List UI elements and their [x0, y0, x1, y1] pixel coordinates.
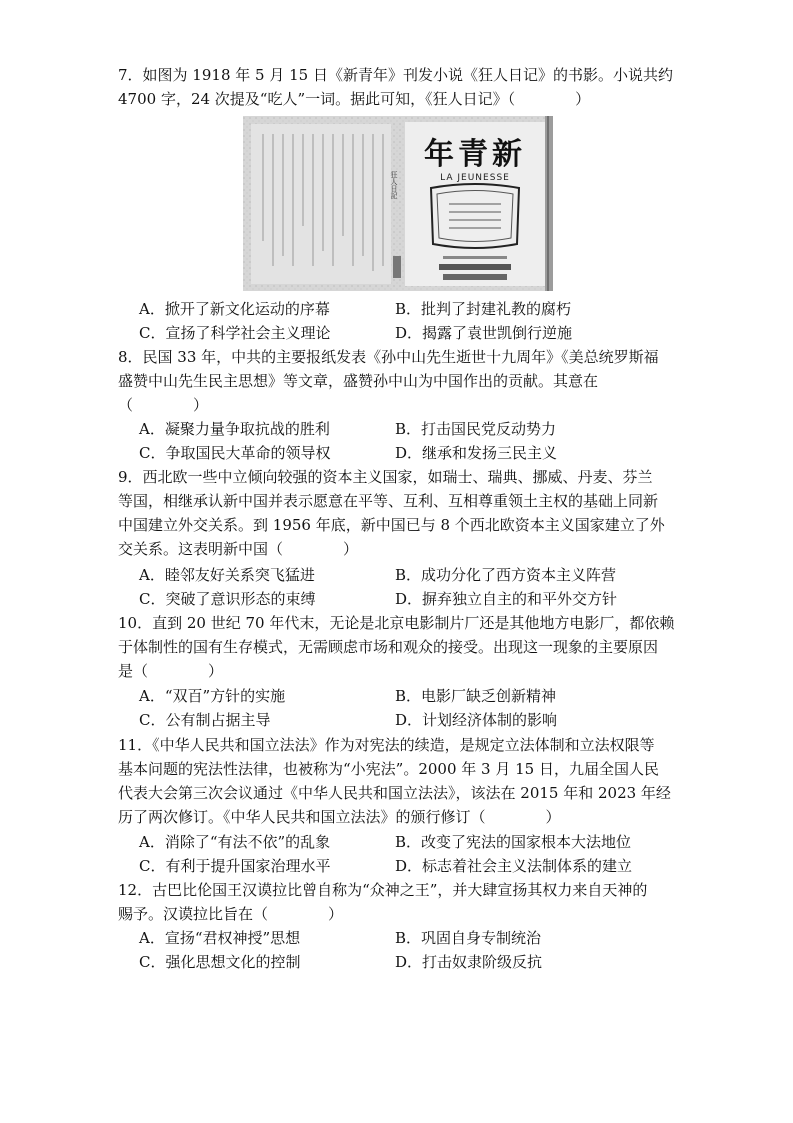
option-a[interactable]: A．掀开了新文化运动的序幕: [139, 300, 330, 318]
option-d[interactable]: D．揭露了袁世凯倒行逆施: [395, 324, 573, 342]
question-line: 10．直到 20 世纪 70 年代末，无论是北京电影制片厂还是其他地方电影厂，都依赖: [118, 614, 675, 632]
option-b[interactable]: B．成功分化了西方资本主义阵营: [395, 566, 617, 584]
question-line: 11．《中华人民共和国立法法》作为对宪法的续造，是规定立法体制和立法权限等: [118, 736, 655, 754]
option-c[interactable]: C．争取国民大革命的领导权: [139, 444, 331, 462]
option-b[interactable]: B．改变了宪法的国家根本大法地位: [395, 833, 632, 851]
question-line: 交关系。这表明新中国（ ）: [118, 540, 359, 558]
question-line: 是（ ）: [118, 662, 224, 680]
question-line: 等国，相继承认新中国并表示愿意在平等、互利、互相尊重领土主权的基础上同新: [118, 492, 659, 510]
option-d[interactable]: D．计划经济体制的影响: [395, 711, 558, 729]
option-a[interactable]: A．凝聚力量争取抗战的胜利: [139, 420, 330, 438]
option-d[interactable]: D．打击奴隶阶级反抗: [395, 953, 543, 971]
question-11: [118, 733, 678, 829]
question-line: 12．古巴比伦国王汉谟拉比曾自称为“众神之王”，并大肆宣扬其权力来自天神的: [118, 881, 648, 899]
question-line: 历了两次修订。《中华人民共和国立法法》的颁行修订（ ）: [118, 808, 561, 826]
option-c[interactable]: C．宣扬了科学社会主义理论: [139, 324, 331, 342]
question-12: [118, 878, 678, 926]
question-line: 9．西北欧一些中立倾向较强的资本主义国家，如瑞士、瑞典、挪威、丹麦、芬兰: [118, 468, 653, 486]
question-line: 赐予。汉谟拉比旨在（ ）: [118, 905, 344, 923]
option-a[interactable]: A．消除了“有法不依”的乱象: [139, 833, 331, 851]
question-9: [118, 465, 678, 561]
option-d[interactable]: D．标志着社会主义法制体系的建立: [395, 857, 633, 875]
question-line: 中国建立外交关系。到 1956 年底，新中国已与 8 个西北欧资本主义国家建立了外: [118, 516, 665, 534]
question-7: [118, 63, 678, 111]
question-10: [118, 611, 678, 683]
options-7: [139, 297, 659, 345]
question-line: 代表大会第三次会议通过《中华人民共和国立法法》，该法在 2015 年和 2023 年经: [118, 784, 671, 802]
option-c[interactable]: C．强化思想文化的控制: [139, 953, 301, 971]
option-d[interactable]: D．摒弃独立自主的和平外交方针: [395, 590, 618, 608]
question-line: 基本问题的宪法性法律，也被称为“小宪法”。2000 年 3 月 15 日，九届全国人民: [118, 760, 659, 778]
subtitle-text: LA JEUNESSE: [440, 173, 510, 183]
question-line: （ ）: [118, 396, 209, 414]
question-line: 于体制性的国有生存模式，无需顾虑市场和观众的接受。出现这一现象的主要原因: [118, 638, 659, 656]
option-b[interactable]: B．电影厂缺乏创新精神: [395, 687, 557, 705]
story-title-text: 狂人日記: [390, 171, 398, 199]
question-8: [118, 345, 678, 417]
options-9: [139, 563, 659, 611]
option-a[interactable]: A．睦邻友好关系突飞猛进: [139, 566, 315, 584]
question-line: 7．如图为 1918 年 5 月 15 日《新青年》刊发小说《狂人日记》的书影。小说共约: [118, 66, 673, 84]
question-line: 盛赞中山先生民主思想》等文章，盛赞孙中山为中国作出的贡献。其意在: [118, 372, 599, 390]
option-a[interactable]: A．宣扬“君权神授”思想: [139, 929, 301, 947]
option-b[interactable]: B．打击国民党反动势力: [395, 420, 557, 438]
options-8: [139, 417, 659, 465]
question-line: 8．民国 33 年，中共的主要报纸发表《孙中山先生逝世十九周年》《美总统罗斯福: [118, 348, 659, 366]
options-12: [139, 926, 659, 974]
option-d[interactable]: D．继承和发扬三民主义: [395, 444, 558, 462]
xinqingnian-book-image: [243, 116, 553, 291]
option-c[interactable]: C．有利于提升国家治理水平: [139, 857, 331, 875]
masthead-text: 年青新: [424, 137, 526, 172]
question-line: 4700 字，24 次提及“吃人”一词。据此可知，《狂人日记》（ ）: [118, 90, 591, 108]
option-c[interactable]: C．公有制占据主导: [139, 711, 271, 729]
option-c[interactable]: C．突破了意识形态的束缚: [139, 590, 316, 608]
option-b[interactable]: B．批判了封建礼教的腐朽: [395, 300, 572, 318]
option-b[interactable]: B．巩固自身专制统治: [395, 929, 542, 947]
book-cover-illustration: [243, 116, 553, 291]
options-11: [139, 830, 659, 878]
option-a[interactable]: A．“双百”方针的实施: [139, 687, 286, 705]
options-10: [139, 684, 659, 732]
